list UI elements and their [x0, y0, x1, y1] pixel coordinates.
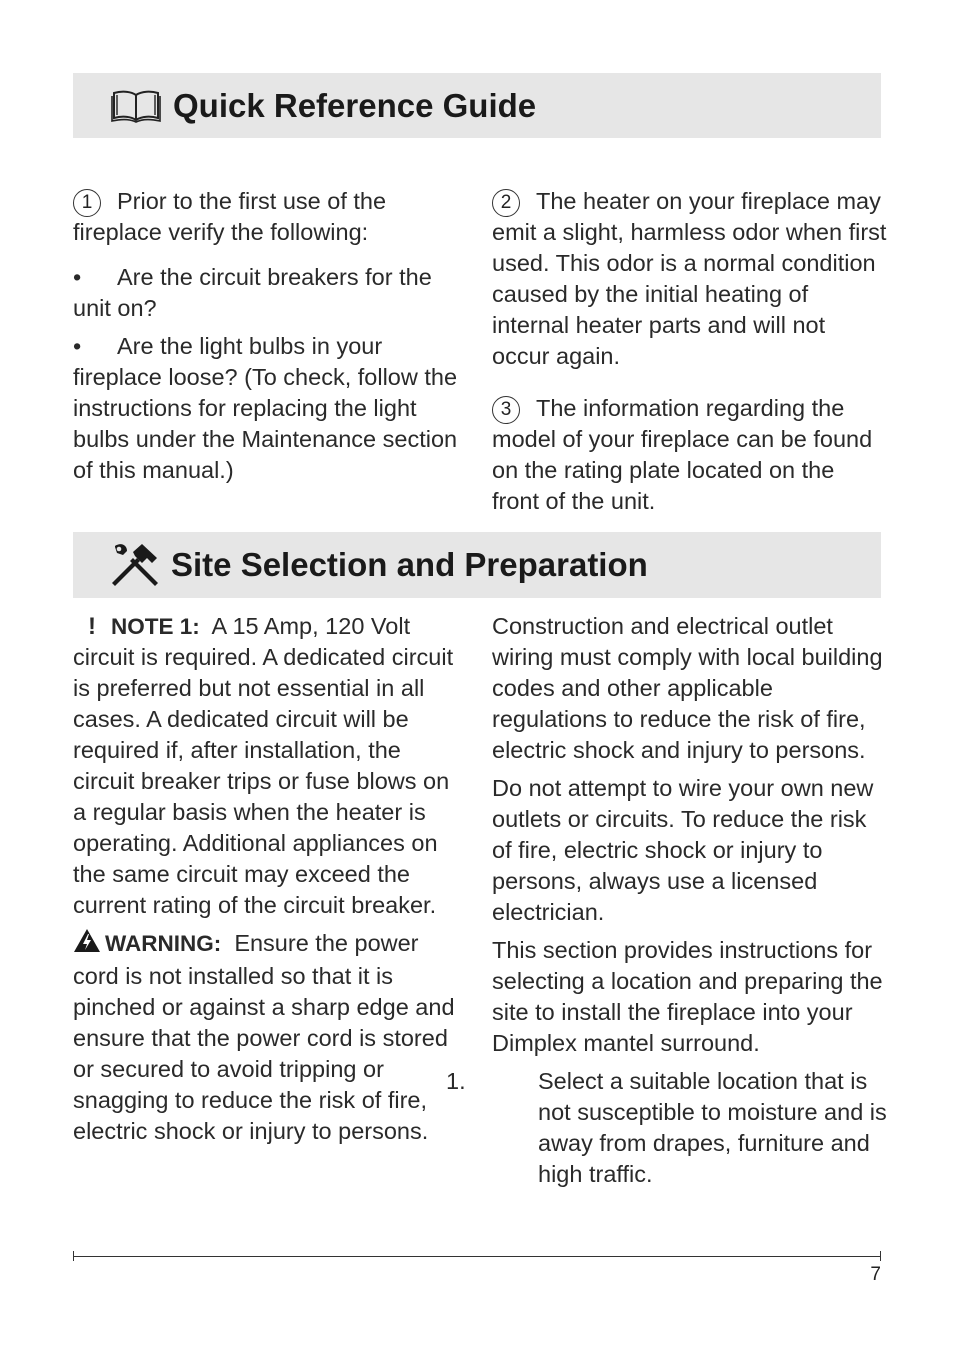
- quick-ref-item-2: 2 The heater on your fireplace may emit a slight, harmless odor when first used. This odor is a normal condition caused by the initial heating of internal heater parts and will not occur again.: [492, 188, 887, 369]
- section-title: Quick Reference Guide: [173, 86, 537, 124]
- footer-rule-tick: [880, 1251, 881, 1261]
- quick-ref-left-column: [73, 186, 468, 486]
- quick-ref-item-1: 1 Prior to the first use of the fireplace verify the following:: [73, 188, 387, 245]
- bullet-item: • Are the light bulbs in your fireplace loose? (To check, follow the instructions for replacing the light bulbs under the Maintenance section of this manual.): [73, 333, 458, 483]
- warning-label: WARNING:: [105, 931, 222, 956]
- note-paragraph: ! NOTE 1: A 15 Amp, 120 Volt circuit is required. A dedicated circuit is preferred but not essential in all cases. A dedicated circuit will be required if, after installation, the circuit breaker trips or fuse blows on a regular basis when the heater is operating. Additional appliances on the same circuit may exceed the current rating of the circuit breaker.: [73, 613, 454, 918]
- section-title: Site Selection and Preparation: [171, 546, 648, 583]
- footer-rule: [73, 1256, 881, 1257]
- exclamation-icon: !: [88, 613, 96, 640]
- paragraph: Do not attempt to wire your own new outlets or circuits. To reduce the risk of fire, electric shock or injury to persons, always use a licensed electrician.: [492, 775, 874, 925]
- circled-number: 2: [492, 189, 520, 217]
- tools-icon: [111, 542, 159, 588]
- footer-rule-tick: [73, 1251, 74, 1261]
- warning-paragraph: WARNING: Ensure the power cord is not installed so that it is pinched or against a sharp edge and ensure that the power cord is stored or secured to avoid tripping or snagging to reduce the risk of fire, electric shock or injury to persons.: [73, 930, 455, 1144]
- section-banner-quick-reference: [73, 73, 881, 138]
- paragraph: This section provides instructions for selecting a location and preparing the site to install the fireplace into your Dimplex mantel surround.: [492, 937, 883, 1056]
- site-selection-left-column: [73, 611, 468, 1147]
- warning-icon: [73, 928, 101, 961]
- step-number: 1.: [446, 1068, 466, 1094]
- circled-number: 3: [492, 396, 520, 424]
- note-label: NOTE 1:: [111, 614, 200, 639]
- book-icon: [111, 89, 161, 123]
- paragraph: Construction and electrical outlet wiring must comply with local building codes and other applicable regulations to reduce the risk of fire, electric shock and injury to persons.: [492, 613, 883, 763]
- site-selection-right-column: [446, 611, 887, 1190]
- numbered-step-1: 1. Select a suitable location that is not susceptible to moisture and is away from drapes, furniture and high traffic.: [446, 1068, 887, 1187]
- bullet-item: • Are the circuit breakers for the unit on?: [73, 264, 432, 321]
- circled-number: 1: [73, 189, 101, 217]
- section-banner-site-selection: [73, 532, 881, 598]
- quick-ref-right-column: [492, 186, 887, 517]
- page-number: 7: [870, 1264, 881, 1285]
- quick-ref-item-3: 3 The information regarding the model of your fireplace can be found on the rating plate located on the front of the unit.: [492, 395, 873, 514]
